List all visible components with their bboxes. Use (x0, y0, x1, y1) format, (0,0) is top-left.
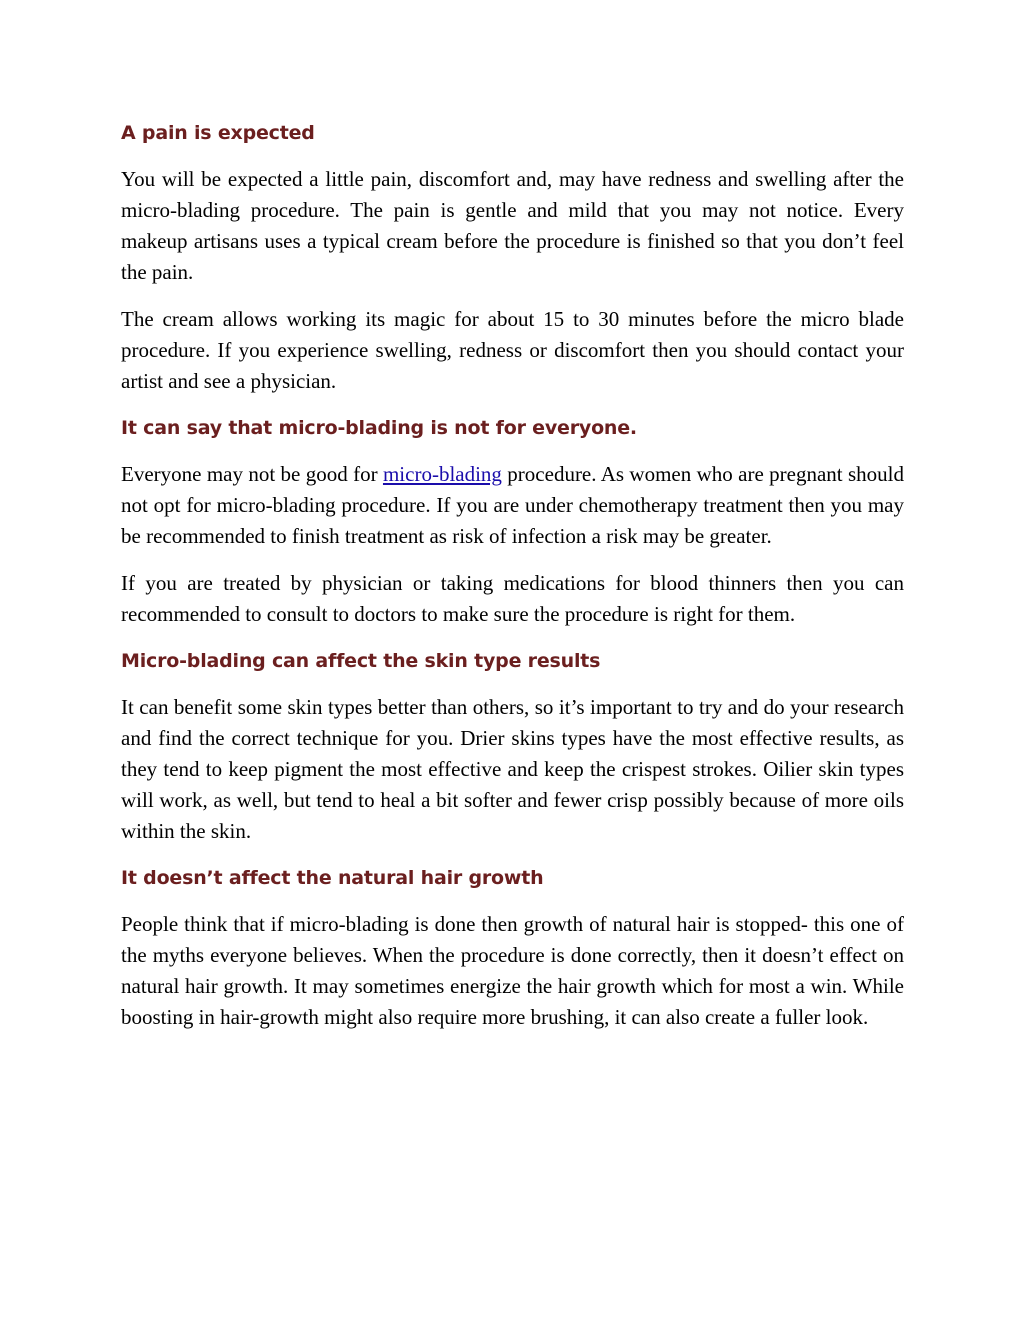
micro-blading-link[interactable]: micro-blading (382, 462, 502, 486)
section-heading-not-for-everyone: It can say that micro-blading is not for everyone. (121, 417, 637, 439)
paragraph-not-for-everyone-2: If you are treated by physician or taking medications for blood thinners then you can recommended to consult to doctors to make sure the procedure is right for them. (121, 571, 904, 626)
paragraph-text-before-link: Everyone may not be good for (121, 462, 383, 486)
section-heading-skin-type: Micro-blading can affect the skin type results (121, 650, 601, 672)
paragraph-pain-1: You will be expected a little pain, discomfort and, may have redness and swelling after the micro-blading procedure. The pain is gentle and mild that you may not notice. Every makeup artisans uses a typical cream before the procedure is finished so that you don’t feel the pain. (121, 167, 904, 284)
document-page (121, 118, 904, 1049)
paragraph-hair-growth: People think that if micro-blading is done then growth of natural hair is stopped- this one of the myths everyone believes. When the procedure is done correctly, then it doesn’t effect on natural hair growth. It may sometimes energize the hair growth which for most a win. While boosting in hair-growth might also require more brushing, it can also create a fuller look. (121, 912, 904, 1029)
paragraph-skin-type: It can benefit some skin types better than others, so it’s important to try and do your research and find the correct technique for you. Drier skins types have the most effective results, as they tend to keep pigment the most effective and keep the crispest strokes. Oilier skin types will work, as well, but tend to heal a bit softer and fewer crisp possibly because of more oils within the skin. (121, 695, 904, 843)
section-heading-pain: A pain is expected (121, 122, 315, 144)
paragraph-not-for-everyone-1 (121, 459, 904, 552)
paragraph-text-after-link: procedure. As women who are pregnant should not opt for micro-blading procedure. If you are under chemotherapy treatment then you may be recommended to finish treatment as risk of infection a risk may be greater. (121, 462, 904, 548)
section-heading-hair-growth: It doesn’t affect the natural hair growth (121, 867, 544, 889)
paragraph-pain-2: The cream allows working its magic for about 15 to 30 minutes before the micro blade procedure. If you experience swelling, redness or discomfort then you should contact your artist and see a physician. (121, 307, 904, 393)
